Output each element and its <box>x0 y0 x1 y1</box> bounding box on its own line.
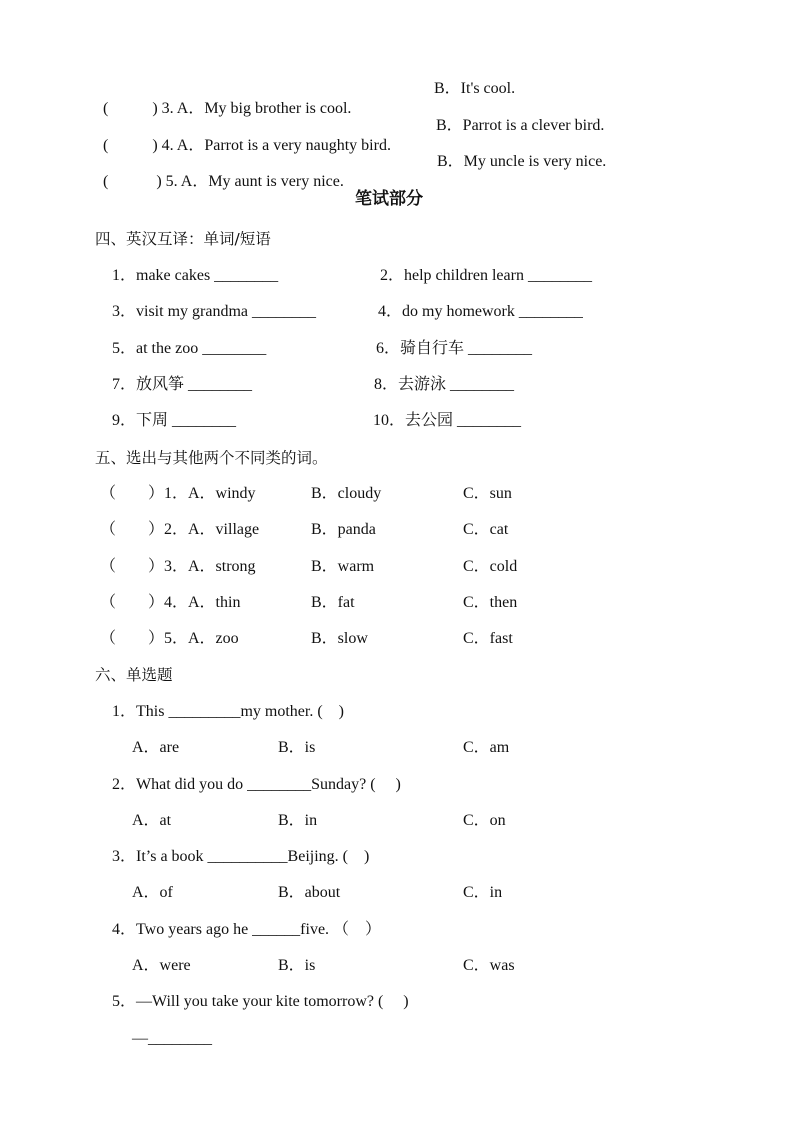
s6-question-4: 4．Two years ago he ______five. （ ） <box>112 921 382 938</box>
s5-item-5-c: C．fast <box>463 630 513 647</box>
s4-item-7: 7．放风筝 ________ <box>112 376 253 393</box>
s6-q3-option-c: C．in <box>463 884 503 901</box>
s4-item-8: 8．去游泳 ________ <box>374 376 515 393</box>
s6-q1-option-c: C．am <box>463 739 510 756</box>
s6-q2-option-a: A．at <box>132 812 172 829</box>
s4-item-10: 10．去公园 ________ <box>373 412 522 429</box>
s6-q4-option-c: C．was <box>463 957 515 974</box>
listening-item-5 <box>95 152 344 192</box>
s6-question-1: 1．This _________my mother. ( ) <box>112 703 344 720</box>
s4-item-4: 4．do my homework ________ <box>378 303 583 320</box>
s5-item-1-b: B．cloudy <box>311 485 382 502</box>
s5-item-2-c: C．cat <box>463 521 509 538</box>
section5-heading: 五、选出与其他两个不同类的词。 <box>95 449 328 467</box>
option-a: ) 4. A．Parrot is a very naughty bird. <box>152 137 391 154</box>
listening-item-3-option-b: B．It's cool. <box>434 80 516 97</box>
s6-question-2: 2．What did you do ________Sunday? ( ) <box>112 776 401 793</box>
option-a: ) 3. A．My big brother is cool. <box>152 100 352 117</box>
s4-item-6: 6．骑自行车 ________ <box>376 340 533 357</box>
s5-item-3-c: C．cold <box>463 558 518 575</box>
s4-item-5: 5．at the zoo ________ <box>112 340 267 357</box>
s6-q3-option-b: B．about <box>278 884 341 901</box>
answer-paren: ( <box>103 173 109 190</box>
section6-heading: 六、单选题 <box>95 666 173 684</box>
answer-paren: ( <box>103 100 109 117</box>
s5-item-4-b: B．fat <box>311 594 355 611</box>
s6-q1-option-a: A．are <box>132 739 180 756</box>
written-section-title: 笔试部分 <box>355 189 423 209</box>
s6-q3-option-a: A．of <box>132 884 173 901</box>
s4-item-9: 9．下周 ________ <box>112 412 237 429</box>
s6-q4-option-b: B．is <box>278 957 316 974</box>
s5-item-4: （ ）4．A．thin <box>100 594 241 611</box>
s5-item-1: （ ）1．A．windy <box>100 485 256 502</box>
s4-item-1: 1．make cakes ________ <box>112 267 279 284</box>
s6-question-5: 5．—Will you take your kite tomorrow? ( ) <box>112 993 409 1010</box>
s5-item-5: （ ）5．A．zoo <box>100 630 239 647</box>
s6-q2-option-b: B．in <box>278 812 318 829</box>
s6-q4-option-a: A．were <box>132 957 191 974</box>
listening-item-3 <box>95 79 351 119</box>
s4-item-2: 2．help children learn ________ <box>380 267 592 284</box>
s5-item-4-c: C．then <box>463 594 518 611</box>
s6-q5-answer-blank[interactable]: —________ <box>132 1030 212 1047</box>
listening-item-4-option-b: B．Parrot is a clever bird. <box>436 117 605 134</box>
s5-item-2: （ ）2．A．village <box>100 521 260 538</box>
answer-paren: ( <box>103 137 109 154</box>
s4-item-3: 3．visit my grandma ________ <box>112 303 316 320</box>
s5-item-2-b: B．panda <box>311 521 376 538</box>
s6-question-3: 3．It’s a book __________Beijing. ( ) <box>112 848 370 865</box>
s5-item-3-b: B．warm <box>311 558 375 575</box>
s5-item-5-b: B．slow <box>311 630 368 647</box>
s6-q1-option-b: B．is <box>278 739 316 756</box>
listening-item-5-option-b: B．My uncle is very nice. <box>437 153 607 170</box>
listening-item-4 <box>95 116 391 156</box>
option-a: ) 5. A．My aunt is very nice. <box>156 173 344 190</box>
s5-item-1-c: C．sun <box>463 485 512 502</box>
s5-item-3: （ ）3．A．strong <box>100 558 256 575</box>
s6-q2-option-c: C．on <box>463 812 506 829</box>
section4-heading: 四、英汉互译：单词/短语 <box>95 230 271 248</box>
